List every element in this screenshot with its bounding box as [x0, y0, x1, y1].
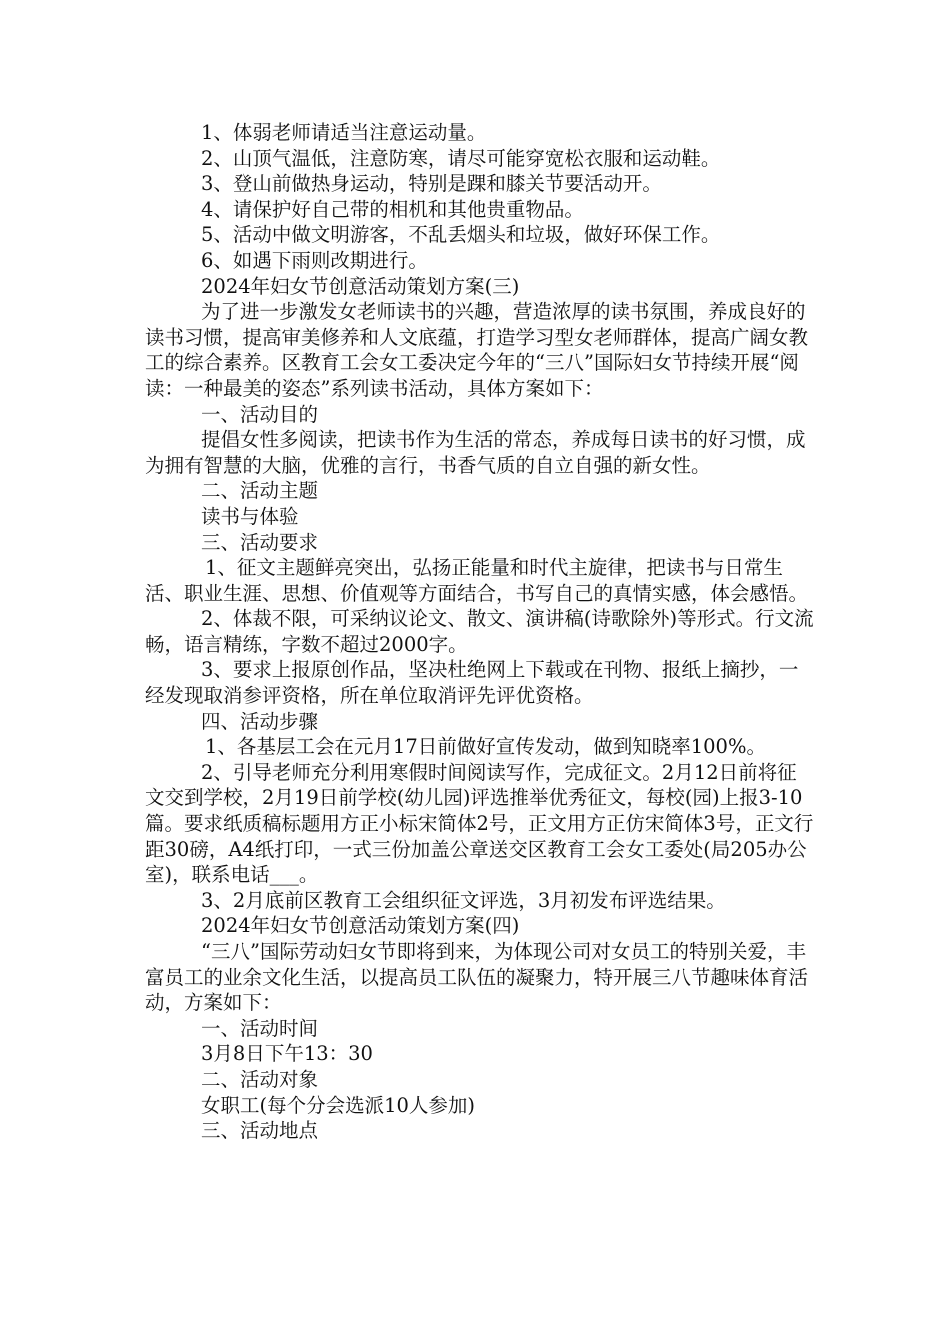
paragraph: 为了进一步激发女老师读书的兴趣，营造浓厚的读书氛围，养成良好的读书习惯，提高审美修养和人文底蕴，打造学习型女老师群体，提高广阔女教工的综合素养。区教育工会女工委决定今年的“三八”国际妇女节持续开展“阅读：一种最美的姿态”系列读书活动，具体方案如下：: [145, 300, 809, 400]
paragraph: 3、登山前做热身运动，特别是踝和膝关节要活动开。: [201, 172, 662, 196]
heading: 四、活动步骤: [201, 709, 319, 733]
heading: 三、活动要求: [201, 530, 319, 554]
paragraph: 1、征文主题鲜亮突出，弘扬正能量和时代主旋律，把读书与日常生活、职业生涯、思想、价值观等方面结合，书写自己的真情实感，体会感悟。: [145, 556, 809, 605]
paragraph: 2、山顶气温低，注意防寒，请尽可能穿宽松衣服和运动鞋。: [201, 146, 721, 170]
heading: 一、活动目的: [201, 402, 319, 426]
paragraph: 2、体裁不限，可采纳议论文、散文、演讲稿(诗歌除外)等形式。行文流畅，语言精练，字数不超过2000字。: [145, 607, 814, 656]
paragraph: 3月8日下午13：30: [201, 1042, 373, 1066]
section-title: 2024年妇女节创意活动策划方案(三): [201, 274, 520, 298]
paragraph: 4、请保护好自己带的相机和其他贵重物品。: [201, 197, 584, 221]
paragraph: 3、2月底前区教育工会组织征文评选，3月初发布评选结果。: [201, 888, 726, 912]
paragraph: 1、体弱老师请适当注意运动量。: [201, 121, 487, 144]
paragraph: 5、活动中做文明游客，不乱丢烟头和垃圾，做好环保工作。: [201, 223, 721, 247]
paragraph: 6、如遇下雨则改期进行。: [201, 248, 428, 272]
heading: 二、活动主题: [201, 479, 319, 503]
paragraph: 读书与体验: [201, 504, 299, 528]
document-body: [145, 120, 815, 1144]
paragraph: 提倡女性多阅读，把读书作为生活的常态，养成每日读书的好习惯，成为拥有智慧的大脑，优雅的言行，书香气质的自立自强的新女性。: [145, 428, 806, 477]
paragraph: 1、各基层工会在元月17日前做好宣传发动，做到知晓率100%。: [205, 735, 766, 759]
section-title: 2024年妇女节创意活动策划方案(四): [201, 914, 520, 938]
heading: 一、活动时间: [201, 1016, 319, 1040]
paragraph: 女职工(每个分会选派10人参加): [201, 1093, 476, 1117]
paragraph: 2、引导老师充分利用寒假时间阅读写作，完成征文。2月12日前将征文交到学校，2月19日前学校(幼儿园)评选推举优秀征文，每校(园)上报3-10篇。要求纸质稿标题用方正小标宋简体2号，正文用方正仿宋简体3号，正文行距30磅，A4纸打印，一式三份加盖公章送交区教育工会女工委处(局205办公室)，联系电话___。: [145, 760, 814, 887]
heading: 二、活动对象: [201, 1067, 319, 1091]
heading: 三、活动地点: [201, 1119, 319, 1143]
paragraph: “三八”国际劳动妇女节即将到来，为体现公司对女员工的特别关爱，丰富员工的业余文化生活，以提高员工队伍的凝聚力，特开展三八节趣味体育活动，方案如下：: [145, 940, 809, 1015]
paragraph: 3、要求上报原创作品，坚决杜绝网上下载或在刊物、报纸上摘抄，一经发现取消参评资格，所在单位取消评先评优资格。: [145, 658, 799, 708]
